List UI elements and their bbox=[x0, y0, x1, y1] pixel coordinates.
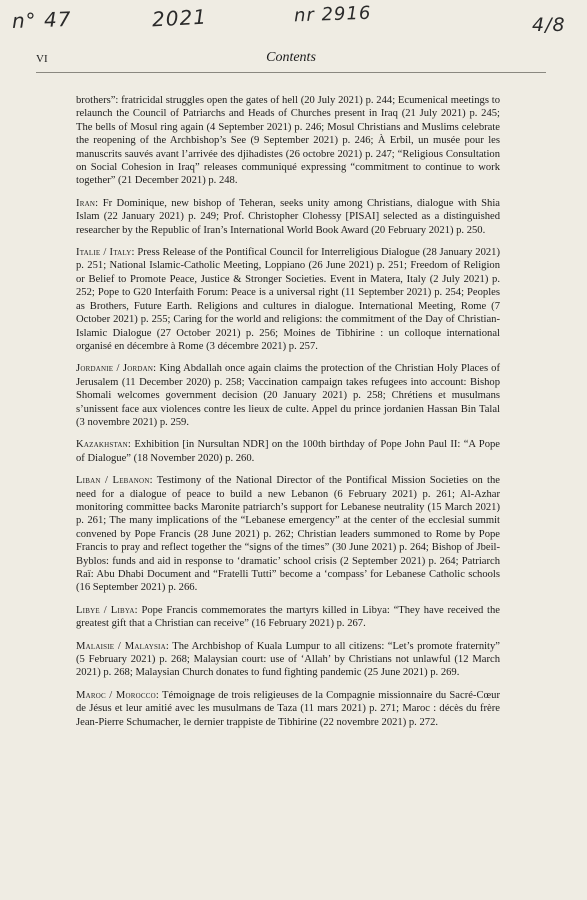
entry-text: Témoignage de trois religieuses de la Compagnie missionnaire du Sacré-Cœur de Jésus et leur amitié avec les musulmans de Taza (11 mars 2021) p. 271; Maroc : décès du frère Jean-Pierre Schumacher, le dernier trappiste de Tibhirine (22 novembre 2021) p. 272. bbox=[76, 689, 500, 728]
entry-text: Exhibition [in Nursultan NDR] on the 100th birthday of Pope John Paul II: “A Pope of Dialogue” (18 November 2020) p. 260. bbox=[76, 439, 500, 464]
handwritten-catalog-number: nr 2916 bbox=[293, 2, 372, 27]
entry-country-label: Liban / Lebanon: bbox=[76, 475, 153, 487]
entry-country-label: Jordanie / Jordan: bbox=[76, 363, 157, 375]
entry-country-label: Libye / Libya: bbox=[76, 604, 138, 616]
contents-entry bbox=[76, 94, 500, 188]
entry-country-label: Malaisie / Malaysia: bbox=[76, 640, 169, 652]
contents-entry bbox=[76, 438, 500, 465]
entry-text: The Archbishop of Kuala Lumpur to all citizens: “Let’s promote fraternity” (5 February 2021) p. 268; Malaysian court: use of ‘Allah’ by Christians not unlawful (12 March 2021) p. 268; Malaysian Church donates to fund fighting pandemic (25 June 2021) p. 269. bbox=[76, 640, 501, 679]
contents-body bbox=[76, 94, 500, 738]
entry-country-label: Kazakhstan: bbox=[76, 439, 132, 451]
contents-entry bbox=[76, 689, 500, 729]
contents-entry bbox=[76, 362, 500, 429]
handwritten-issue-number: n° 47 bbox=[11, 6, 72, 34]
entry-country-label: Italie / Italy: bbox=[76, 247, 135, 259]
entry-text: Testimony of the National Director of the Pontifical Mission Societies on the need for a dialogue of peace to build a new Lebanon (6 February 2021) p. 261; Al-Azhar monitoring committee backs Maronite patriarch’s support for Lebanese neutrality (15 March 2021) p. 261; The many implications of the “Lebanese emergency” at the center of the ecclesial summit convened by Pope Francis (28 June 2021) p. 262; Christian leaders summoned to Rome by Pope Francis to pray and reflect together the “signs of the times” (30 June 2021) p. 264; Bishop of Jbeil-Byblos: funds and aid in response to ‘dramatic’ school crisis (2 September 2021) p. 264; Patriarch Raï: Abu Dhabi Document and “Fratelli Tutti” become a ‘compass’ for Lebanese Catholic schools (16 September 2021) p. 266. bbox=[76, 475, 500, 594]
contents-entry bbox=[76, 640, 500, 680]
contents-entry bbox=[76, 197, 500, 237]
contents-entry bbox=[76, 604, 500, 631]
entry-text: Pope Francis commemorates the martyrs killed in Libya: “They have received the greatest gift that a Christian can receive” (16 February 2021) p. 267. bbox=[76, 604, 500, 630]
entry-country-label: Maroc / Morocco: bbox=[76, 689, 160, 701]
handwritten-year: 2021 bbox=[151, 4, 208, 32]
entry-text: King Abdallah once again claims the protection of the Christian Holy Places of Jerusalem (11 December 2020) p. 258; Vaccination campaign takes refugees into account: Bishop Shomali welcomes government decision (20 January 2021) p. 258; Chrétiens et musulmans s’unissent face aux violences contre les lieux de culte. Appel du prince jordanien Hassan Bin Talal (3 novembre 2021) p. 259. bbox=[76, 363, 500, 428]
entry-text: brothers”: fratricidal struggles open the gates of hell (20 July 2021) p. 244; Ecumenical meetings to relaunch the Council of Patriarchs and Heads of Churches present in Iraq (21 July 2021) p. 245; The bells of Mosul ring again (4 September 2021) p. 246; Mosul Christians and Muslims celebrate the reopening of the Archbishop’s See (9 September 2021) p. 246; À Erbil, un musée pour les manuscrits sauvés avant l’arrivée des djihadistes (26 octobre 2021) p. 247; “Religious Consultation on Social Cohesion in Iraq” releases communiqué expressing “commitment to continue to work together” (21 December 2021) p. 248. bbox=[76, 95, 500, 187]
handwritten-page-mark: 4/8 bbox=[532, 14, 566, 36]
page-folio: VI bbox=[36, 53, 48, 65]
running-title: Contents bbox=[266, 50, 316, 65]
page-header bbox=[36, 50, 546, 73]
entry-text: Fr Dominique, new bishop of Teheran, seeks unity among Christians, dialogue with Shia Islam (22 January 2021) p. 249; Prof. Christopher Clohessy [PISAI] selected as a distinguished researcher by the Republic of Iran’s International World Book Award (20 February 2021) p. 250. bbox=[76, 197, 500, 236]
entry-text: Press Release of the Pontifical Council for Interreligious Dialogue (28 January 2021) p. 251; National Islamic-Catholic Meeting, Loppiano (26 June 2021) p. 251; Freedom of Religion or Belief to Promote Peace, Justice & Stronger Societies. Event in Matera, Italy (2 July 2021) p. 252; Pope to G20 Interfaith Forum: Peace is a universal right (11 September 2021) p. 254; Peoples as Brothers, Future Earth. Religions and cultures in dialogue. International Meeting, Rome (7 October 2021) p. 255; Caring for the world and religions: the commitment of the Day of Christian-Islamic Dialogue (27 October 2021) p. 256; Moines de Tibhirine : un colloque international organisé en décembre à Rome (3 décembre 2021) p. 257. bbox=[76, 247, 500, 352]
contents-entry bbox=[76, 474, 500, 595]
entry-country-label: Iran: bbox=[76, 197, 99, 209]
handwritten-annotations bbox=[0, 4, 587, 44]
contents-entry bbox=[76, 246, 500, 353]
